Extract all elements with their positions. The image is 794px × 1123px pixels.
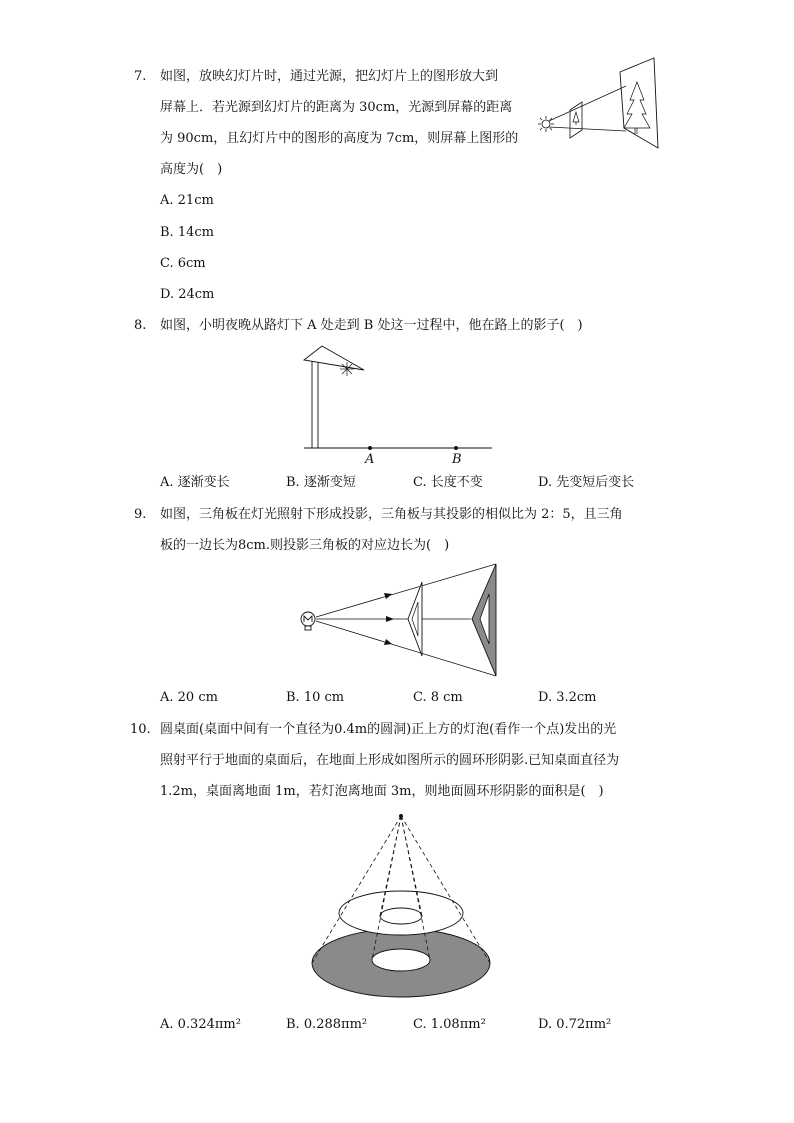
q8-number: 8. bbox=[134, 318, 147, 333]
q7-option-c: C. 6cm bbox=[160, 256, 206, 271]
q10-text-line-3: 1.2m，桌面离地面 1m，若灯泡离地面 3m，则地面圆环形阴影的面积是( ) bbox=[160, 784, 604, 799]
point-b bbox=[454, 446, 458, 450]
projection-rays bbox=[316, 564, 496, 676]
q10-option-b: B. 0.288πm² bbox=[286, 1017, 368, 1032]
q7-projector-figure bbox=[534, 58, 664, 152]
small-tree-icon bbox=[573, 112, 579, 125]
q9-option-a: A. 20 cm bbox=[160, 690, 218, 705]
q9-option-c: C. 8 cm bbox=[413, 690, 463, 705]
lamp-bulb-icon bbox=[340, 362, 354, 376]
q9-option-b: B. 10 cm bbox=[286, 690, 345, 705]
light-rays bbox=[549, 86, 626, 131]
q8-option-b: B. 逐渐变短 bbox=[286, 475, 356, 490]
q8-option-d: D. 先变短后变长 bbox=[538, 475, 635, 490]
q7-text-line-3: 为 90cm，且幻灯片中的图形的高度为 7cm，则屏幕上图形的 bbox=[160, 131, 519, 146]
q9-triangle-projection-figure bbox=[296, 560, 502, 684]
q9-text-line-1: 如图，三角板在灯光照射下形成投影，三角板与其投影的相似比为 2：5，且三角 bbox=[160, 507, 623, 522]
q7-option-a: A. 21cm bbox=[160, 193, 214, 208]
q10-number: 10. bbox=[130, 722, 151, 737]
q10-text-line-2: 照射平行于地面的桌面后，在地面上形成如图所示的圆环形阴影.已知桌面直径为 bbox=[160, 753, 620, 768]
q9-option-d: D. 3.2cm bbox=[538, 690, 597, 705]
q10-option-a: A. 0.324πm² bbox=[160, 1017, 241, 1032]
table-hole bbox=[380, 908, 422, 924]
lamp-hood bbox=[304, 346, 364, 370]
q9-number: 9. bbox=[134, 507, 147, 522]
q8-option-a: A. 逐渐变长 bbox=[160, 475, 230, 490]
tree-icon bbox=[624, 82, 650, 134]
light-point-icon bbox=[399, 814, 403, 818]
label-a: A bbox=[365, 452, 375, 467]
q8-option-c: C. 长度不变 bbox=[413, 475, 483, 490]
point-a bbox=[368, 446, 372, 450]
ground-center-hole bbox=[372, 949, 430, 971]
slide-frame bbox=[570, 102, 582, 138]
q8-text-line-1: 如图，小明夜晚从路灯下 A 处走到 B 处这一过程中，他在路上的影子( ) bbox=[160, 318, 583, 333]
q10-option-d: D. 0.72πm² bbox=[538, 1017, 612, 1032]
light-source-icon bbox=[538, 116, 554, 132]
q7-option-b: B. 14cm bbox=[160, 225, 214, 240]
q7-text-line-1: 如图，放映幻灯片时，通过光源，把幻灯片上的图形放大到 bbox=[160, 69, 499, 84]
bulb-icon bbox=[301, 612, 315, 630]
q9-text-line-2: 板的一边长为8cm.则投影三角板的对应边长为( ) bbox=[160, 538, 450, 553]
q10-ring-shadow-figure bbox=[306, 810, 496, 1000]
q10-option-c: C. 1.08πm² bbox=[413, 1017, 486, 1032]
q7-option-d: D. 24cm bbox=[160, 287, 215, 302]
q8-streetlight-figure bbox=[296, 340, 496, 465]
q10-text-line-1: 圆桌面(桌面中间有一个直径为0.4m的圆洞)正上方的灯泡(看作一个点)发出的光 bbox=[160, 722, 617, 737]
label-b: B bbox=[452, 452, 462, 467]
q7-text-line-2: 屏幕上．若光源到幻灯片的距离为 30cm，光源到屏幕的距离 bbox=[160, 100, 513, 115]
projected-triangle-shadow bbox=[472, 564, 496, 676]
q7-text-line-4: 高度为( ) bbox=[160, 162, 223, 177]
screen-frame bbox=[620, 58, 658, 148]
q7-number: 7. bbox=[134, 69, 147, 84]
small-triangle-board bbox=[408, 582, 422, 656]
